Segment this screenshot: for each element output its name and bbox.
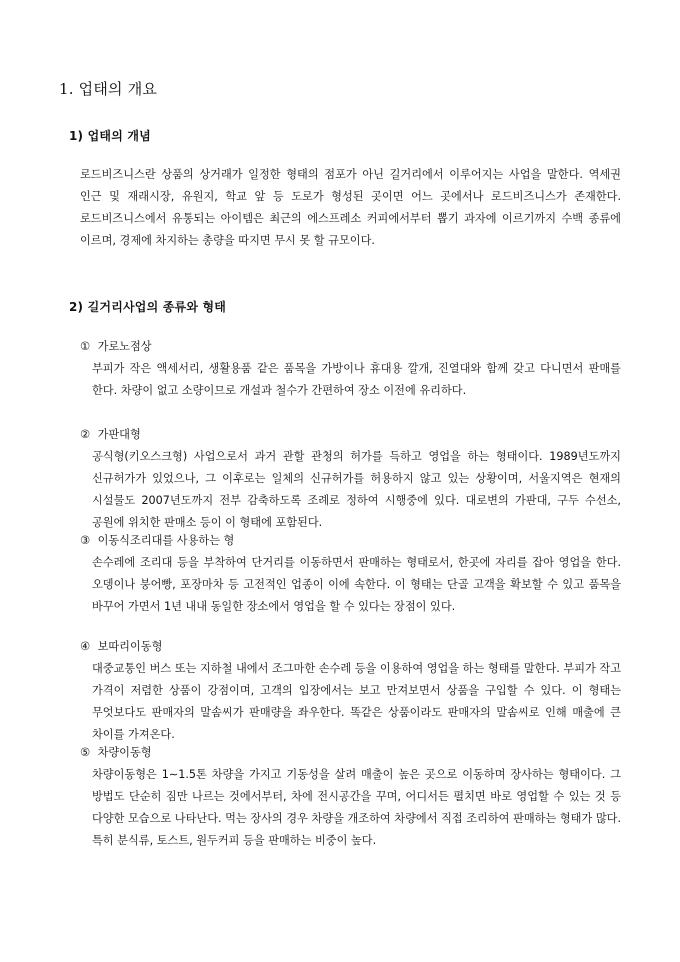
subsection-title-concept: 1) 업태의 개념 <box>69 129 151 143</box>
list-item-title <box>80 424 141 446</box>
list-item-label: 가판대형 <box>97 428 141 441</box>
list-item-title <box>80 530 234 552</box>
list-item-label: 가로노점상 <box>97 340 152 353</box>
list-item-body: 대중교통인 버스 또는 지하철 내에서 조그마한 손수레 등을 이용하여 영업을 하는 형태를 말한다. 부피가 작고 가격이 저렴한 상품이 강점이며, 고객의 입장에서는 보고 만져보면서 상품을 구입할 수 있다. 이 형태는 무엇보다도 판매자의 말솜씨가 판매량을 좌우한다. 똑같은 상품이라도 판매자의 말솜씨로 인해 매출에 큰 차이를 가져온다. <box>92 662 621 741</box>
section-title: 1. 업태의 개요 <box>59 80 158 98</box>
list-item-body: 부피가 작은 액세서리, 생활용품 같은 품목을 가방이나 휴대용 깔개, 진열대와 함께 갖고 다니면서 판매를 한다. 차량이 없고 소량이므로 개설과 철수가 간편하여 장소 이전에 유리하다. <box>92 362 621 397</box>
concept-paragraph: 로드비즈니스란 상품의 상거래가 일정한 형태의 점포가 아닌 길거리에서 이루어지는 사업을 말한다. 역세권 인근 및 재래시장, 유원지, 학교 앞 등 도로가 형성된 곳이면 어느 곳에서나 로드비즈니스가 존재한다. 로드비즈니스에서 유통되는 아이템은 최근의 에스프레소 커피에서부터 뽑기 과자에 이르기까지 수백 종류에 이르며, 경제에 차지하는 총량을 따지면 무시 못 할 규모이다. <box>80 168 621 247</box>
list-item-body: 차량이동형은 1∼1.5톤 차량을 가지고 기동성을 살려 매출이 높은 곳으로 이동하며 장사하는 형태이다. 그 방법도 단순히 짐만 나르는 것에서부터, 차에 전시공간을 꾸며, 어디서든 펼치면 바로 영업할 수 있는 것 등 다양한 모습으로 나타난다. 먹는 장사의 경우 차량을 개조하여 차량에서 직접 조리하여 판매하는 형태가 많다. 특히 분식류, 토스트, 원두커피 등을 판매하는 비중이 높다. <box>92 768 621 847</box>
list-item-title <box>80 742 152 764</box>
subsection-title-types: 2) 길거리사업의 종류와 형태 <box>69 300 227 314</box>
list-item-title <box>80 336 152 358</box>
list-item-label: 이동식조리대를 사용하는 형 <box>97 534 235 547</box>
list-marker: ① <box>80 340 91 353</box>
list-marker: ② <box>80 428 91 441</box>
list-marker: ③ <box>80 534 91 547</box>
list-item-body: 공식형(키오스크형) 사업으로서 과거 관할 관청의 허가를 득하고 영업을 하는 형태이다. 1989년도까지 신규허가가 있었으나, 그 이후로는 일체의 신규허가를 허용하지 않고 있는 상황이며, 서울지역은 현재의 시설물도 2007년도까지 전부 감축하도록 조례로 정하여 시행중에 있다. 대로변의 가판대, 구두 수선소, 공원에 위치한 판매소 등이 이 형태에 포함된다. <box>92 450 621 529</box>
list-marker: ⑤ <box>80 746 91 759</box>
list-item-title <box>80 636 162 658</box>
list-item-label: 보따리이동형 <box>97 640 163 653</box>
list-item-label: 차량이동형 <box>97 746 152 759</box>
list-item-body: 손수레에 조리대 등을 부착하여 단거리를 이동하면서 판매하는 형태로서, 한곳에 자리를 잡아 영업을 한다. 오뎅이나 붕어빵, 포장마차 등 고전적인 업종이 이에 속한다. 이 형태는 단골 고객을 확보할 수 있고 품목을 바꾸어 가면서 1년 내내 동일한 장소에서 영업을 할 수 있다는 장점이 있다. <box>92 556 621 613</box>
list-marker: ④ <box>80 640 91 653</box>
